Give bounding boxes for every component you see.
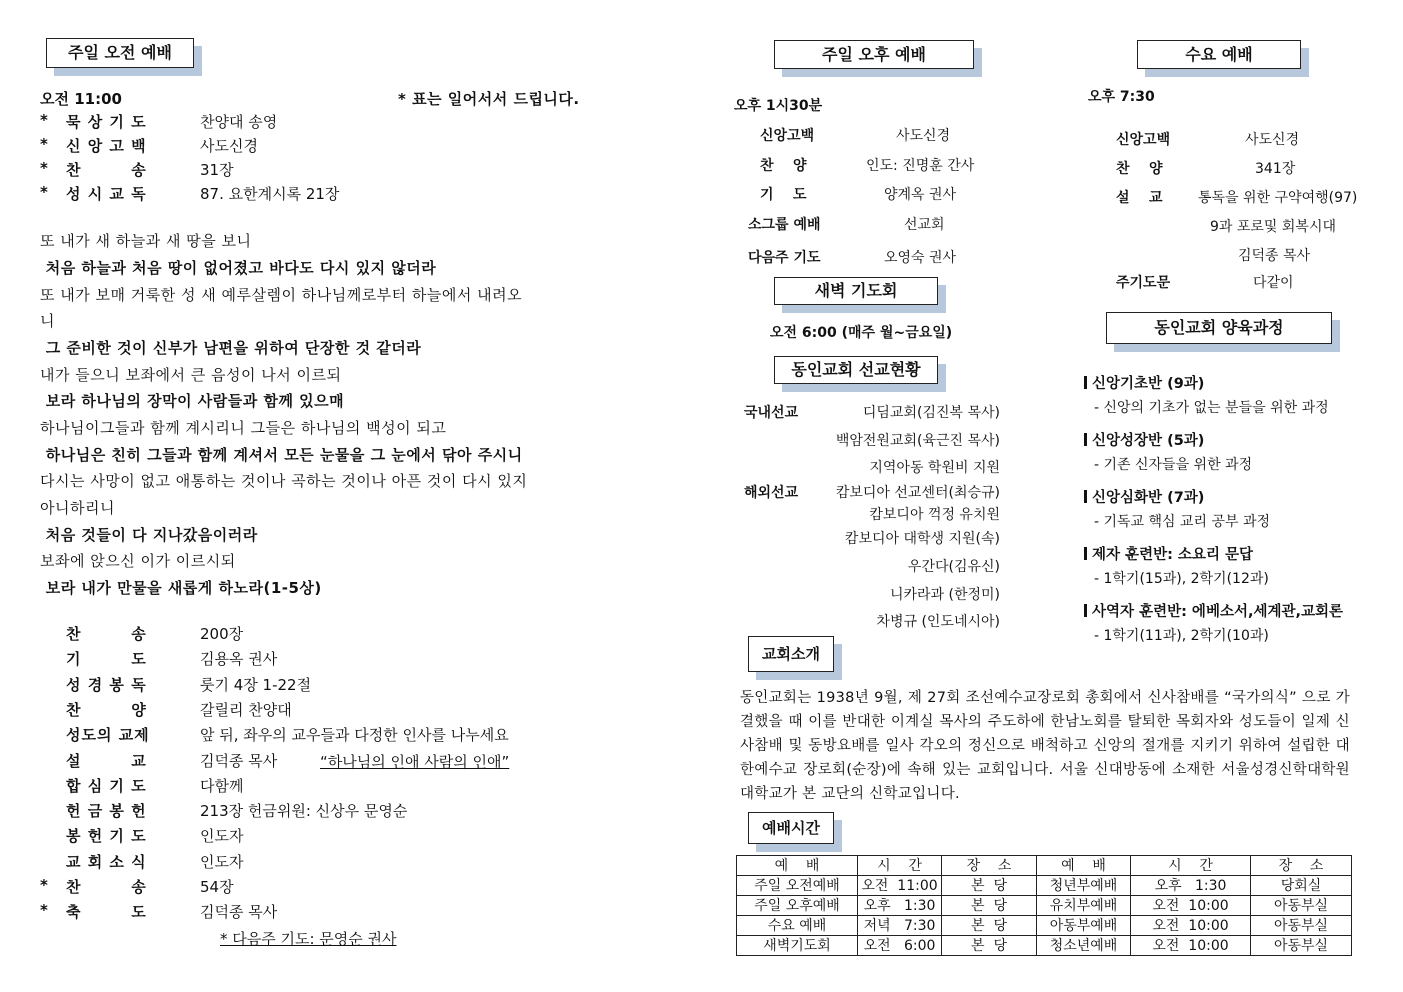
training-course-title [1084,486,1204,507]
overseas-mission-item: 니카라과 (한정미) [889,587,1000,603]
service-schedule-table [736,855,1352,956]
order-label: 찬 송 [66,878,147,896]
overseas-mission-item: 우간다(김유신) [907,559,1000,575]
order-star: * [40,111,48,129]
schedule-cell: 오전 10:00 [1131,916,1251,936]
mission-header: 동인교회 선교현황 [774,356,938,384]
afternoon-service-time: 오후 1시30분 [734,98,823,114]
order-label: 교 회 소 식 [66,852,147,871]
wednesday-memory-label: 주기도문 [1116,275,1171,291]
order-value: 인도자 [200,827,244,846]
verse-line: 보라 내가 만물을 새롭게 하노라(1-5상) [40,579,322,597]
schedule-cell: 당회실 [1251,876,1352,896]
order-label: 합 심 기 도 [66,776,147,795]
training-course-name: 사역자 훈련반: 에베소서,세계관,교회론 [1092,604,1344,620]
training-course-name: 신앙성장반 (5과) [1092,433,1205,449]
schedule-cell: 오전 11:00 [858,876,942,896]
afternoon-label: 소그룹 예배 [748,217,821,233]
verse-line: 보좌에 앉으신 이가 이르시되 [40,552,236,570]
wednesday-value: 사도신경 [1245,132,1300,148]
wednesday-sermon-line3: 김덕종 목사 [1238,248,1311,264]
schedule-cell: 오전 6:00 [858,936,942,956]
schedule-column-header: 예 배 [1037,856,1131,876]
training-course-name: 신앙기초반 (9과) [1092,376,1205,392]
schedule-cell: 오전 10:00 [1131,936,1251,956]
schedule-cell: 오후 1:30 [858,896,942,916]
verse-line: 니 [40,312,55,330]
wednesday-service-header: 수요 예배 [1137,40,1301,69]
order-label: 설 교 [66,751,147,770]
overseas-mission-item: 캄보디아 대학생 지원(속) [844,531,1000,547]
verse-line: 하나님은 친히 그들과 함께 계셔서 모든 눈물을 그 눈에서 닦아 주시니 [40,446,523,464]
wednesday-memory-value: 다같이 [1253,275,1294,291]
domestic-mission-item: 디딤교회(김진복 목사) [862,405,1000,421]
training-course-title [1084,600,1343,621]
bullet-bar-icon [1084,547,1087,560]
schedule-column-header: 장 소 [1251,856,1352,876]
schedule-row [737,896,1352,916]
verse-line: 보라 하나님의 장막이 사람들과 함께 있으매 [40,392,345,410]
order-label: 성도의 교제 [66,726,150,745]
order-star: * [40,876,48,894]
order-value: 김덕종 목사 [200,751,278,770]
order-value: 찬양대 송영 [200,113,278,131]
order-label: 찬 송 [66,161,147,179]
wednesday-label: 설 교 [1116,190,1163,206]
order-value: 다함께 [200,776,244,795]
schedule-cell: 저녁 7:30 [858,916,942,936]
schedule-cell: 본 당 [942,936,1037,956]
schedule-row [737,876,1352,896]
bullet-bar-icon [1084,376,1087,389]
schedule-cell: 수요 예배 [737,916,858,936]
order-label: 신 앙 고 백 [66,137,147,155]
order-value: 54장 [200,878,234,896]
schedule-cell: 유치부예배 [1037,896,1131,916]
order-value: 213장 헌금위원: 신상우 문영순 [200,802,408,821]
verse-line: 처음 것들이 다 지나갔음이러라 [40,526,258,544]
wednesday-label: 찬 양 [1116,161,1163,177]
order-star: * [40,183,48,201]
training-course-name: 제자 훈련반: 소요리 문답 [1092,547,1254,563]
order-label: 묵 상 기 도 [66,113,147,131]
schedule-header-row [737,856,1352,876]
order-star: * [40,159,48,177]
order-value: 인도자 [200,852,244,871]
order-value: 87. 요한계시록 21장 [200,185,340,203]
bullet-bar-icon [1084,433,1087,446]
training-course-desc: - 기존 신자들을 위한 과정 [1094,457,1253,473]
afternoon-label: 찬 양 [760,158,807,174]
wednesday-label: 신앙고백 [1116,132,1171,148]
schedule-cell: 새벽기도회 [737,936,858,956]
schedule-cell: 본 당 [942,896,1037,916]
schedule-cell: 본 당 [942,916,1037,936]
schedule-row [737,916,1352,936]
afternoon-value: 사도신경 [896,128,951,144]
domestic-mission-label: 국내선교 [744,405,799,421]
training-course-name: 신앙심화반 (7과) [1092,490,1205,506]
schedule-column-header: 시 간 [858,856,942,876]
order-value: 김용옥 권사 [200,650,278,669]
bullet-bar-icon [1084,490,1087,503]
standing-notice: * 표는 일어서서 드립니다. [398,90,580,108]
order-value: 김덕종 목사 [200,903,278,922]
order-value: 갈릴리 찬양대 [200,700,292,719]
verse-line: 다시는 사망이 없고 애통하는 것이나 곡하는 것이나 아픈 것이 다시 있지 [40,472,528,490]
schedule-cell: 주일 오전예배 [737,876,858,896]
schedule-row [737,936,1352,956]
order-value: 200장 [200,625,244,643]
afternoon-label: 기 도 [760,187,807,203]
dawn-prayer-time: 오전 6:00 (매주 월~금요일) [770,325,953,341]
order-star: * [40,901,48,920]
afternoon-value: 양계옥 권사 [884,187,957,203]
afternoon-value: 오영숙 권사 [884,250,957,266]
dawn-prayer-header: 새벽 기도회 [774,277,938,305]
afternoon-label: 신앙고백 [760,128,815,144]
order-label: 찬 송 [66,625,147,643]
overseas-mission-item: 차병규 (인도네시아) [876,614,1000,630]
afternoon-value: 인도: 진명훈 간사 [866,158,975,174]
order-star: * [40,135,48,153]
order-value: 사도신경 [200,137,258,155]
domestic-mission-item: 지역아동 학원비 지원 [869,460,1000,476]
afternoon-service-header: 주일 오후 예배 [774,40,974,69]
overseas-mission-label: 해외선교 [744,485,799,501]
wednesday-value: 341장 [1255,161,1296,177]
wednesday-sermon-line2: 9과 포로및 회복시대 [1210,219,1336,235]
order-value: 앞 뒤, 좌우의 교우들과 다정한 인사를 나누세요 [200,726,509,745]
order-label: 성 시 교 독 [66,185,147,203]
training-course-desc: - 1학기(15과), 2학기(12과) [1094,571,1269,587]
sermon-title: “하나님의 인애 사람의 인애” [320,753,510,771]
morning-service-time: 오전 11:00 [40,90,122,108]
training-course-title [1084,429,1204,450]
schedule-cell: 청년부예배 [1037,876,1131,896]
verse-line: 내가 들으니 보좌에서 큰 음성이 나서 이르되 [40,366,342,384]
training-course-desc: - 기독교 핵심 교리 공부 과정 [1094,514,1271,530]
verse-line: 하나님이그들과 함께 계시리니 그들은 하나님의 백성이 되고 [40,419,447,437]
verse-line: 또 내가 새 하늘과 새 땅을 보니 [40,232,252,250]
training-course-desc: - 신앙의 기초가 없는 분들을 위한 과정 [1094,400,1329,416]
training-header: 동인교회 양육과정 [1106,312,1332,344]
wednesday-service-time: 오후 7:30 [1088,89,1155,105]
training-course-title [1084,543,1253,564]
overseas-mission-item: 캄보디아 선교센터(최승규) [835,485,1000,501]
order-label: 성 경 봉 독 [66,675,147,694]
schedule-cell: 주일 오후예배 [737,896,858,916]
bullet-bar-icon [1084,604,1087,617]
order-label: 봉 헌 기 도 [66,827,147,846]
church-intro-text: 동인교회는 1938년 9월, 제 27회 조선예수교장로회 총회에서 신사참배를 “국가의식” 으로 가결했을 때 이를 반대한 이계실 목사의 주도하에 한남노회를 탈퇴한 목회자와 성도들이 일제 신사참배 및 동방요배를 일사 각오의 정신으로 배척하고 신앙의 절개를 지키기 위하여 설립한 대한예수교 장로회(순장)에 속해 있는 교회입니다. 서울 신대방동에 소재한 서울성경신학대학원대학교가 본 교단의 신학교입니다. [740,690,1350,802]
afternoon-label: 다음주 기도 [748,250,821,266]
domestic-mission-item: 백암전원교회(육근진 목사) [835,433,1000,449]
schedule-cell: 오전 10:00 [1131,896,1251,916]
schedule-cell: 오후 1:30 [1131,876,1251,896]
overseas-mission-item: 캄보디아 꺽정 유치원 [869,507,1000,523]
order-label: 찬 양 [66,700,147,719]
verse-line: 처음 하늘과 처음 땅이 없어졌고 바다도 다시 있지 않더라 [40,259,437,277]
church-intro-header: 교회소개 [748,636,834,672]
order-value: 31장 [200,161,234,179]
training-course-title [1084,372,1204,393]
wednesday-value: 통독을 위한 구약여행(97) [1198,190,1358,206]
next-week-prayer: * 다음주 기도: 문영순 권사 [220,930,397,948]
schedule-cell: 본 당 [942,876,1037,896]
schedule-header: 예배시간 [748,812,834,844]
training-course-desc: - 1학기(11과), 2학기(10과) [1094,628,1269,644]
order-label: 축 도 [66,903,147,922]
verse-line: 또 내가 보매 거룩한 성 새 예루살렘이 하나님께로부터 하늘에서 내려오 [40,286,523,304]
schedule-cell: 아동부실 [1251,936,1352,956]
schedule-column-header: 예 배 [737,856,858,876]
order-label: 기 도 [66,650,147,669]
order-value: 룻기 4장 1-22절 [200,675,312,694]
schedule-cell: 아동부실 [1251,896,1352,916]
schedule-cell: 아동부실 [1251,916,1352,936]
morning-service-header: 주일 오전 예배 [46,38,194,68]
verse-line: 그 준비한 것이 신부가 남편을 위하여 단장한 것 같더라 [40,339,422,357]
schedule-cell: 아동부예배 [1037,916,1131,936]
verse-line: 아니하리니 [40,499,115,517]
schedule-column-header: 장 소 [942,856,1037,876]
schedule-column-header: 시 간 [1131,856,1251,876]
schedule-cell: 청소년예배 [1037,936,1131,956]
afternoon-value: 선교회 [904,217,945,233]
order-label: 헌 금 봉 헌 [66,802,147,821]
